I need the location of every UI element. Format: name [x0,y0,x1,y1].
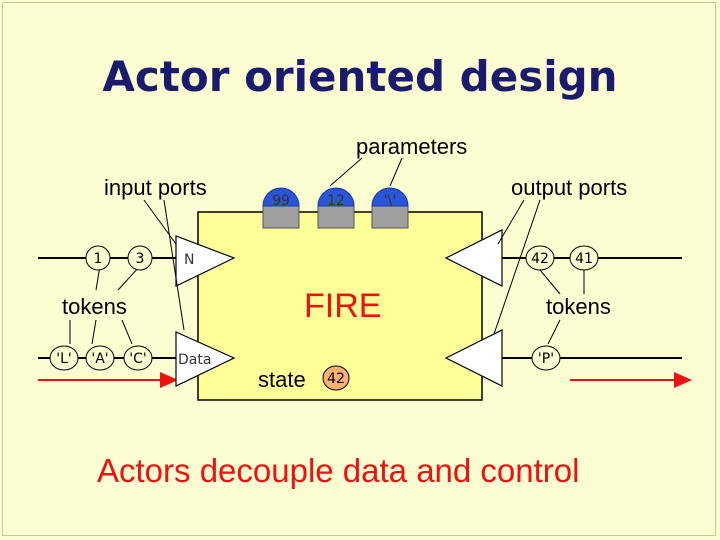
footer-caption: Actors decouple data and control [97,452,580,489]
svg-text:'L': 'L' [56,351,72,367]
callout-tokens-right-3 [548,320,560,344]
slide-title: Actor oriented design [102,52,618,101]
parameter-backslash[interactable] [372,188,408,228]
tokens-right-label: tokens [546,294,611,319]
svg-text:'P': 'P' [537,351,555,367]
svg-text:'\': '\' [383,193,397,209]
parameters-label: parameters [356,134,468,159]
token-42-out [526,246,554,270]
token-P-out [532,346,560,370]
svg-text:12: 12 [327,193,345,209]
input-port-bottom-label: Data [178,352,212,368]
callout-param-1 [330,158,362,186]
state-token [323,366,349,390]
callout-tokens-left-2 [92,320,96,344]
callout-output-top [498,200,524,244]
fire-label: FIRE [304,287,382,325]
svg-text:42: 42 [531,251,549,267]
callout-tokens-left-3 [122,320,132,344]
callout-tokens-right [540,270,560,294]
svg-text:99: 99 [272,193,290,209]
token-L [50,346,78,370]
input-port-top-label: N [184,252,195,268]
svg-text:1: 1 [93,251,103,267]
token-1 [86,246,110,270]
callout-param-2 [390,158,402,186]
svg-text:'A': 'A' [91,351,109,367]
parameter-12[interactable] [318,188,354,228]
input-ports-label: input ports [104,175,207,200]
svg-text:3: 3 [135,251,145,267]
tokens-left-label: tokens [62,294,127,319]
svg-text:'C': 'C' [129,351,147,367]
token-A [86,346,114,370]
output-ports-label: output ports [511,175,628,200]
parameter-99[interactable] [263,188,299,228]
token-3 [128,246,152,270]
token-41-out [570,246,598,270]
token-C [124,346,152,370]
svg-text:41: 41 [575,251,593,267]
state-label: state [258,367,306,392]
callout-input-top [144,200,176,244]
svg-text:42: 42 [327,371,345,387]
